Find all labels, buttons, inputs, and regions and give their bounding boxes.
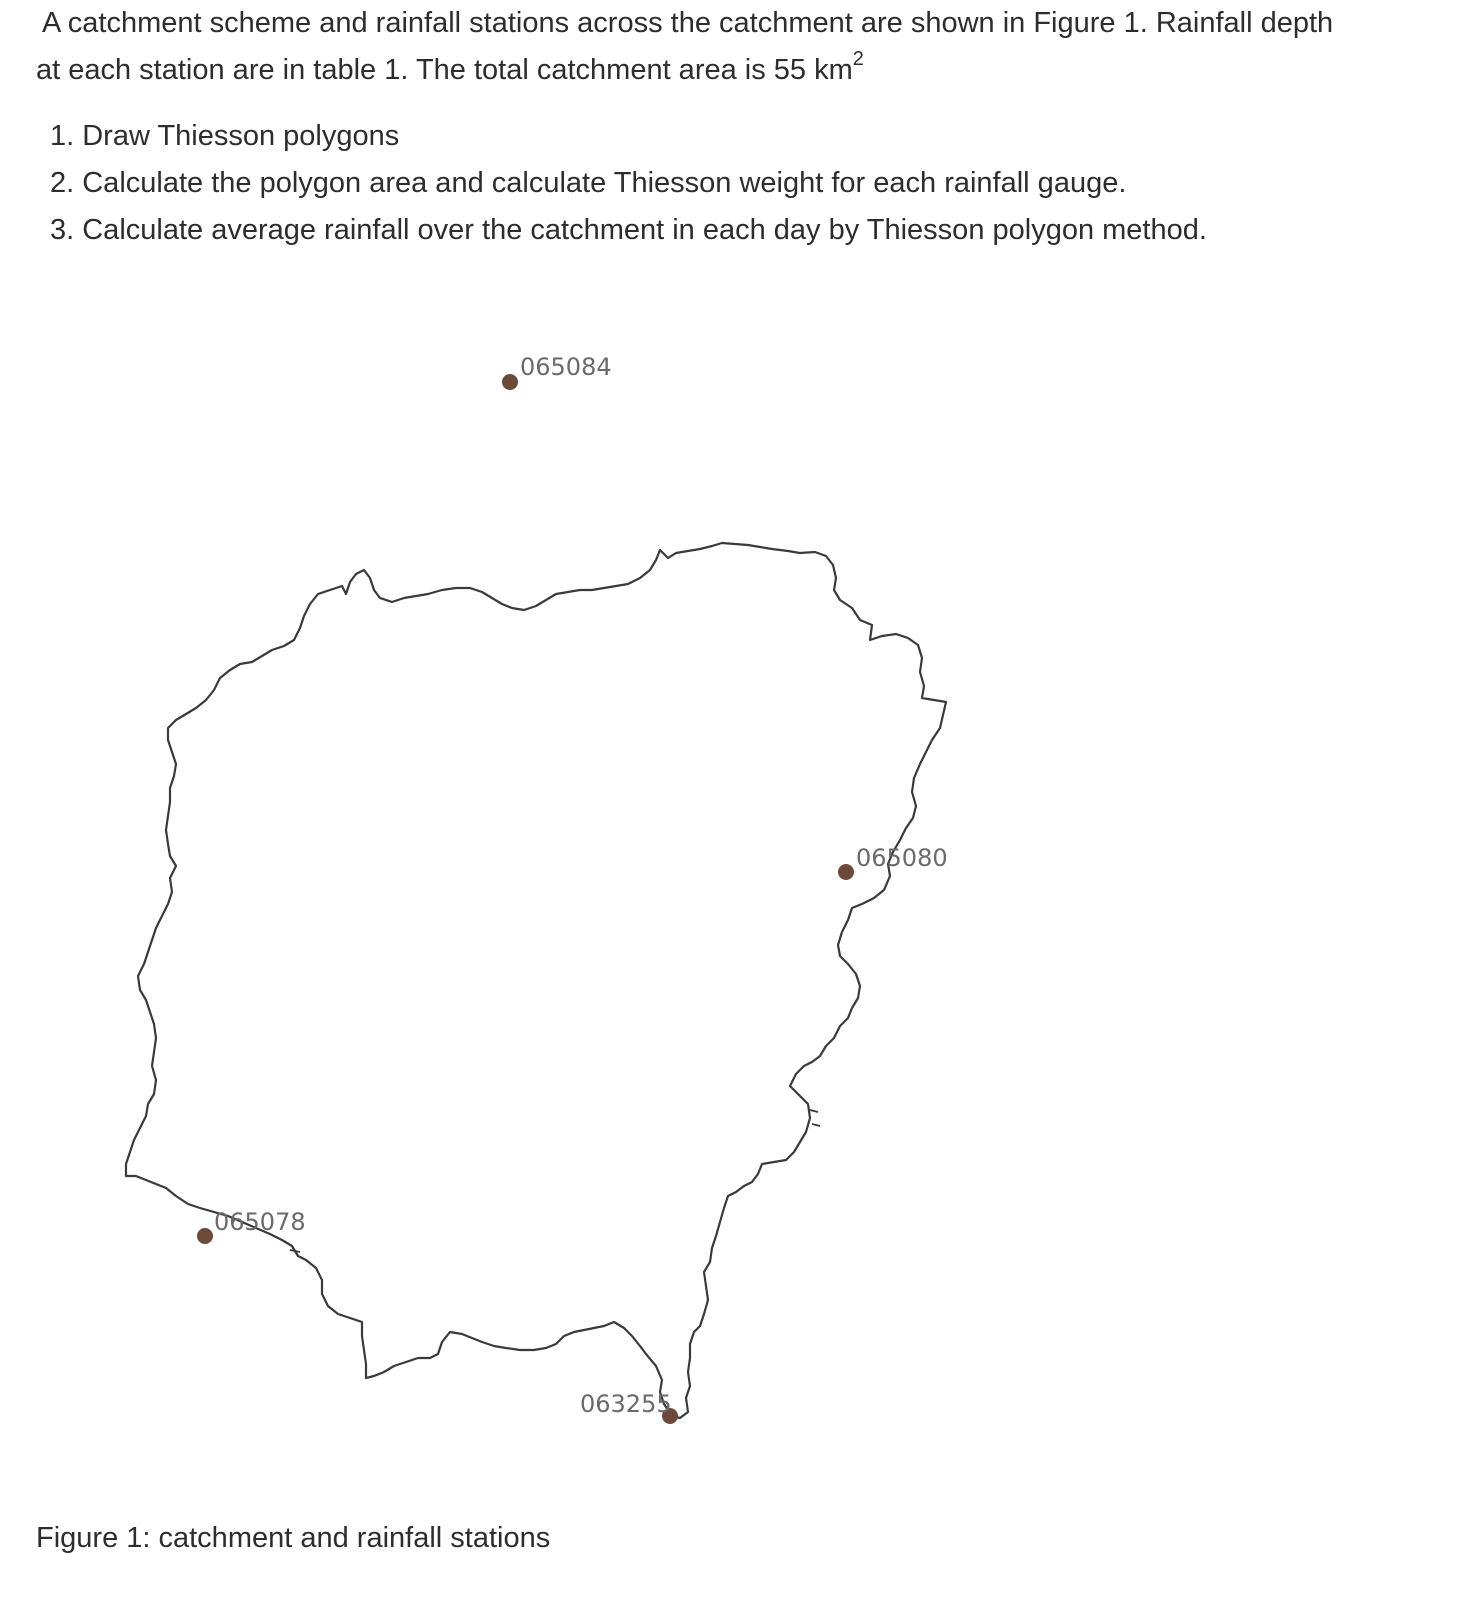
catchment-boundary	[126, 543, 946, 1418]
station-label: 065080	[856, 844, 948, 872]
station-063255	[580, 1390, 678, 1424]
station-065080	[838, 844, 948, 880]
statement-line-2-text: at each station are in table 1. The total catchment area is 55 km	[36, 54, 853, 86]
statement-line-2	[36, 47, 1436, 94]
boundary-spur-east	[290, 1110, 820, 1252]
station-marker	[838, 864, 854, 880]
catchment-figure	[0, 300, 1466, 1490]
area-unit-superscript: 2	[852, 48, 864, 70]
catchment-map	[0, 300, 1466, 1490]
task-item-1: 1. Draw Thiesson polygons	[50, 120, 400, 152]
station-065084	[502, 353, 612, 390]
problem-statement	[36, 0, 1436, 94]
figure-caption: Figure 1: catchment and rainfall stations	[36, 1522, 551, 1554]
station-label: 065078	[214, 1208, 306, 1236]
station-marker	[502, 374, 518, 390]
station-065078	[197, 1208, 306, 1244]
station-label: 065084	[520, 353, 612, 381]
task-item-2: 2. Calculate the polygon area and calculate Thiesson weight for each rainfall gauge.	[50, 167, 1127, 199]
statement-line-1: A catchment scheme and rainfall stations across the catchment are shown in Figure 1. Rainfall depth	[42, 7, 1334, 39]
task-list	[50, 113, 1207, 254]
task-item-3: 3. Calculate average rainfall over the catchment in each day by Thiesson polygon method.	[50, 214, 1207, 246]
station-marker	[197, 1228, 213, 1244]
station-label: 063255	[580, 1390, 672, 1418]
